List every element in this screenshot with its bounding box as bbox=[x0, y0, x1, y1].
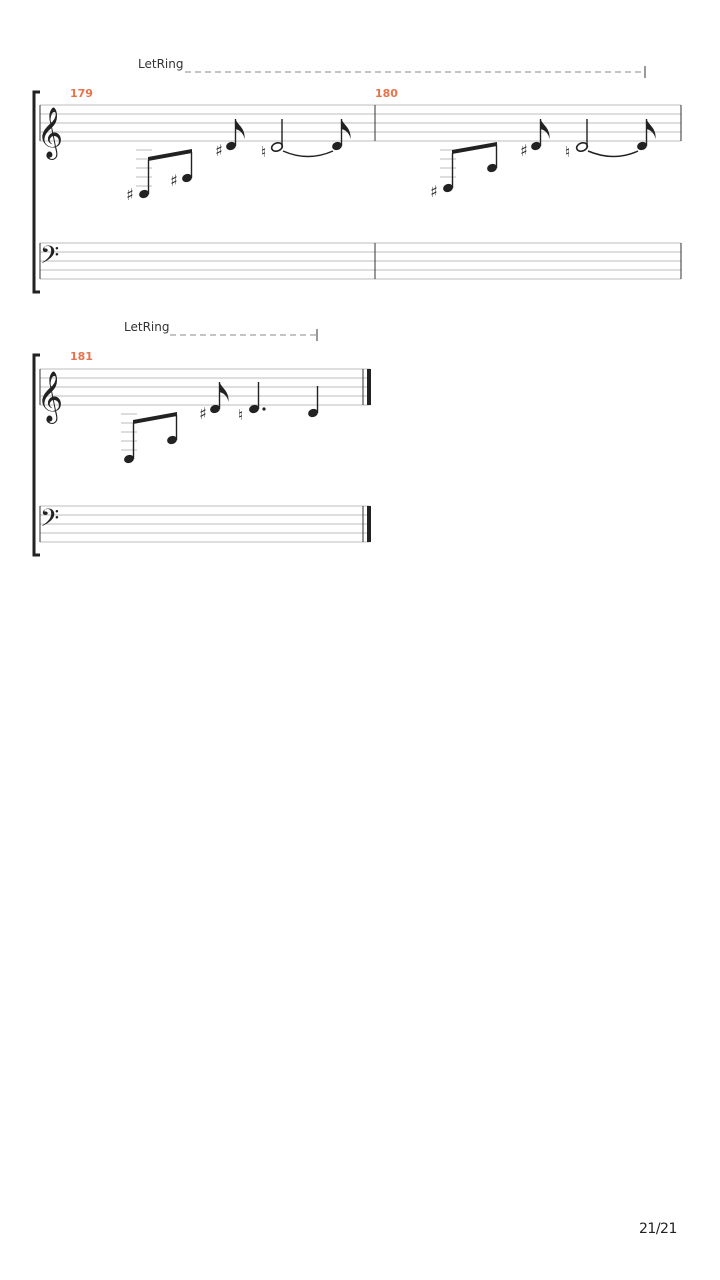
beam bbox=[452, 142, 497, 154]
beam bbox=[148, 149, 192, 161]
measure-number-179: 179 bbox=[70, 87, 93, 100]
measure-number-180: 180 bbox=[375, 87, 398, 100]
treble-clef-icon: 𝄞 bbox=[37, 371, 64, 422]
sharp-icon: ♯ bbox=[430, 182, 438, 201]
natural-icon: ♮ bbox=[261, 143, 267, 161]
final-barline-thick bbox=[367, 506, 371, 542]
let-ring-label: LetRing bbox=[124, 320, 170, 334]
dot bbox=[262, 407, 265, 410]
measure-number-181: 181 bbox=[70, 350, 93, 363]
let-ring-label: LetRing bbox=[138, 57, 184, 71]
system-2 bbox=[34, 320, 371, 555]
sharp-icon: ♯ bbox=[170, 171, 178, 190]
treble-clef-icon: 𝄞 bbox=[37, 107, 64, 158]
bass-staff bbox=[40, 506, 370, 542]
sharp-icon: ♯ bbox=[126, 185, 134, 204]
bass-clef-icon: 𝄢 bbox=[40, 504, 60, 539]
sharp-icon: ♯ bbox=[199, 404, 207, 423]
final-barline-thick bbox=[367, 369, 371, 405]
measure-181-notes bbox=[121, 382, 319, 464]
measure-180-notes bbox=[430, 119, 656, 201]
treble-staff bbox=[40, 105, 681, 141]
sharp-icon: ♯ bbox=[520, 141, 528, 160]
beam bbox=[133, 412, 177, 424]
system-1 bbox=[34, 57, 681, 292]
natural-icon: ♮ bbox=[238, 406, 244, 424]
bass-staff bbox=[40, 243, 681, 279]
tie bbox=[283, 151, 333, 157]
tie bbox=[588, 151, 638, 157]
treble-staff bbox=[40, 369, 370, 405]
natural-icon: ♮ bbox=[565, 143, 571, 161]
sharp-icon: ♯ bbox=[215, 141, 223, 160]
page-indicator: 21/21 bbox=[639, 1221, 677, 1237]
bass-clef-icon: 𝄢 bbox=[40, 241, 60, 276]
